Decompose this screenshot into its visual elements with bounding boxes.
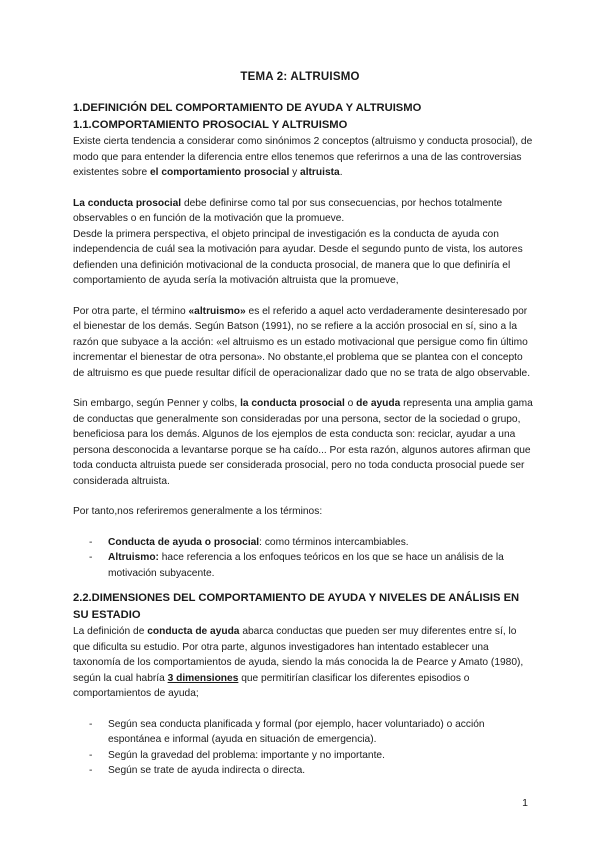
section-1-heading: 1.DEFINICIÓN DEL COMPORTAMIENTO DE AYUDA Y ALTRUISMO [73, 102, 422, 114]
paragraph-1: Existe cierta tendencia a considerar como sinónimos 2 conceptos (altruismo y conducta prosocial), de modo que para entender la diferencia entre ellos tenemos que referirnos a una de las controversias existentes sobre el comportamiento prosocial y altruista. [73, 136, 533, 178]
paragraph-2b: Desde la primera perspectiva, el objeto principal de investigación es la conducta de ayuda con independencia de cuál sea la motivación para ayudar. Desde el segundo punto de vista, los autores defienden una definición motivacional de la conducta prosocial, de manera que lo que definiría el comportamiento de ayuda sería la motivación altruista que la promueve, [73, 228, 523, 286]
paragraph-2: La conducta prosocial debe definirse como tal por sus consecuencias, por hechos totalmente observables o en función de la motivación que la promueve. [73, 197, 503, 224]
dimensions-list [73, 717, 533, 779]
page-number: 1 [522, 797, 528, 809]
list-item: - Según la gravedad del problema: importante y no importante. [89, 749, 385, 761]
list-item: - Según se trate de ayuda indirecta o directa. [89, 765, 306, 776]
paragraph-4: Sin embargo, según Penner y colbs, la conducta prosocial o de ayuda representa una amplia gama de conductas que generalmente son consideradas por una persona, sector de la sociedad o grupo, beneficiosa para los demás. Algunos de los ejemplos de esta conducta son: reciclar, ayudar a una persona desconocida a levantarse porque se ha caído... Por esta razón, algunos autores afirman que toda conducta altruista puede ser considerada prosocial, pero no toda conducta prosocial puede ser considerada altruista. [73, 398, 533, 487]
paragraph-5: Por tanto,nos referiremos generalmente a los términos: [73, 506, 323, 517]
section-2-2-heading: 2.2.DIMENSIONES DEL COMPORTAMIENTO DE AYUDA Y NIVELES DE ANÁLISIS EN SU ESTADIO [73, 592, 520, 621]
list-item: - Según sea conducta planificada y formal (por ejemplo, hacer voluntariado) o acción espontánea e informal (ayuda en situación de emergencia). [89, 718, 485, 745]
list-item: - Altruismo: hace referencia a los enfoques teóricos en los que se hace un análisis de la motivación subyacente. [89, 552, 504, 579]
document-title: TEMA 2: ALTRUISMO [240, 71, 360, 83]
list-item: - Conducta de ayuda o prosocial: como términos intercambiables. [89, 536, 409, 548]
section-1-1-heading: 1.1.COMPORTAMIENTO PROSOCIAL Y ALTRUISMO [73, 119, 348, 131]
paragraph-3: Por otra parte, el término «altruismo» es el referido a aquel acto verdaderamente desinteresado por el bienestar de los demás. Según Batson (1991), no se refiere a la acción prosocial en sí, sino a la razón que subyace a la acción: «el altruismo es un estado motivacional que persigue como fin último incrementar el bienestar de otra persona». No obstante,el problema que se plantea con el concepto de altruismo es que puede resultar difícil de operacionalizar dado que no se trata de algo observable. [73, 305, 531, 379]
paragraph-6: La definición de conducta de ayuda abarca conductas que pueden ser muy diferentes entre sí, lo que dificulta su estudio. Por otra parte, algunos investigadores han intentado establecer una taxonomía de los comportamientos de ayuda, siendo la más conocida la de Pearce y Amato (1980), según la cual habría 3 dimensiones que permitirían clasificar los diferentes episodios o comportamientos de ayuda; [73, 626, 524, 699]
terms-list [73, 535, 533, 582]
document-body [73, 100, 533, 779]
